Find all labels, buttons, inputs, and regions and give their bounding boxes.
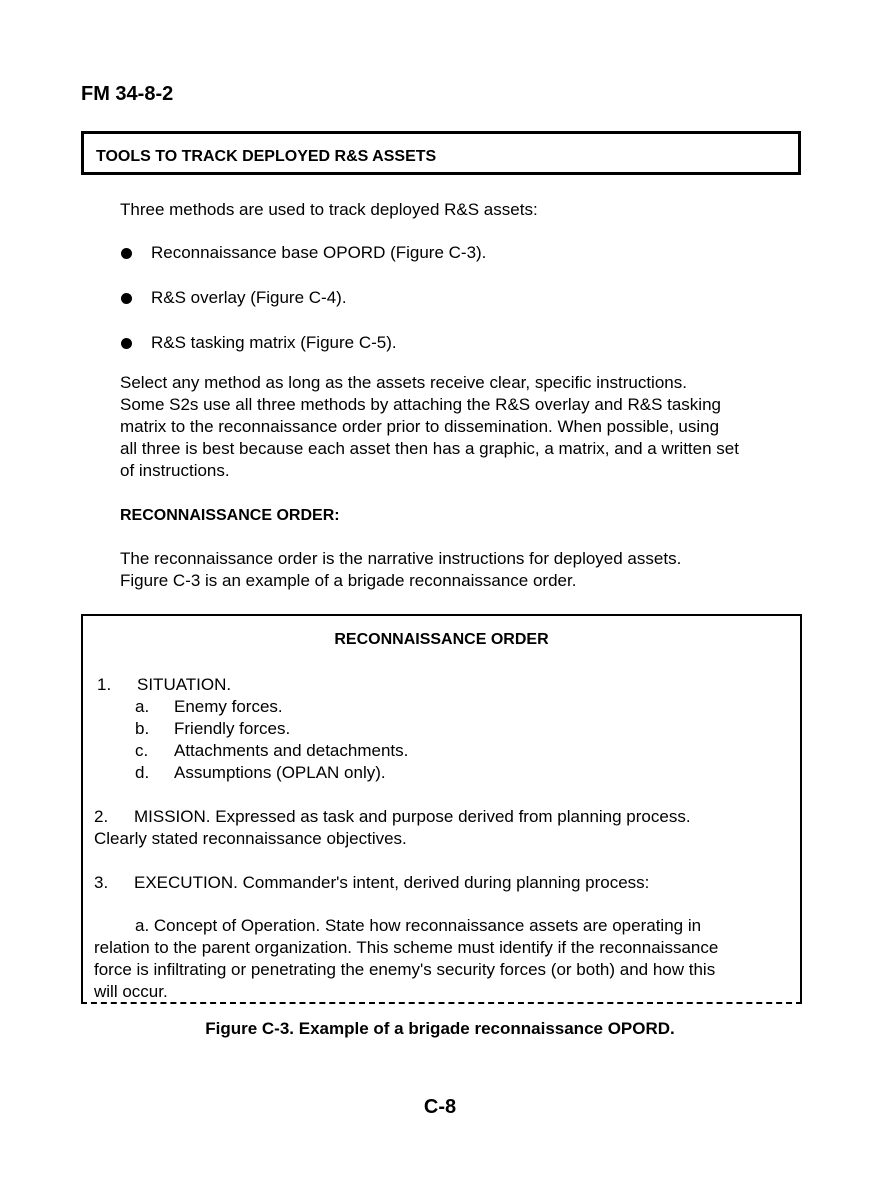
order-description-paragraph [120,548,805,592]
mission-line: Clearly stated reconnaissance objectives. [94,829,407,848]
item-letter: c. [135,741,149,760]
item-text: Enemy forces. [174,697,283,716]
list-item [120,242,486,264]
section-title-box [81,131,801,175]
concept-line: will occur. [94,982,168,1001]
methods-list [120,242,486,377]
section-number: 2. [94,807,109,826]
paragraph-line: The reconnaissance order is the narrative instructions for deployed assets. [120,549,682,568]
concept-line: force is infiltrating or penetrating the enemy's security forces (or both) and how this [94,960,716,979]
situation-heading [97,674,231,696]
item-text: Assumptions (OPLAN only). [174,763,386,782]
bullet-icon [121,293,132,304]
reconnaissance-order-figure [81,614,802,1004]
list-item [120,332,486,354]
document-code: FM 34-8-2 [81,83,174,105]
item-letter: a. [135,697,150,716]
section-number: 3. [94,873,109,892]
reconnaissance-order-heading: RECONNAISSANCE ORDER: [120,507,340,524]
paragraph-line: matrix to the reconnaissance order prior to dissemination. When possible, using [120,417,720,436]
methods-paragraph [120,372,805,482]
section-number: 1. [97,675,112,694]
item-letter: b. [135,719,150,738]
order-title: RECONNAISSANCE ORDER [334,631,549,648]
paragraph-line: Some S2s use all three methods by attaching the R&S overlay and R&S tasking [120,395,721,414]
paragraph-line: all three is best because each asset then has a graphic, a matrix, and a written set [120,439,739,458]
item-letter: d. [135,763,150,782]
section-title: TOOLS TO TRACK DEPLOYED R&S ASSETS [96,148,437,165]
mission-text: MISSION. Expressed as task and purpose derived from planning process. [134,807,691,826]
bullet-icon [121,248,132,259]
situation-item [135,696,283,718]
situation-label: SITUATION. [137,675,232,694]
list-item [120,287,486,309]
bullet-icon [121,338,132,349]
page-number: C-8 [423,1096,457,1118]
paragraph-line: of instructions. [120,461,230,480]
execution-line [94,872,649,894]
item-text: Friendly forces. [174,719,291,738]
execution-text: EXECUTION. Commander's intent, derived during planning process: [134,873,650,892]
figure-caption: Figure C-3. Example of a brigade reconnaissance OPORD. [205,1019,675,1038]
mission-line [94,806,691,828]
method-text: R&S tasking matrix (Figure C-5). [151,333,397,352]
item-text: Attachments and detachments. [174,741,409,760]
intro-text: Three methods are used to track deployed R&S assets: [120,200,538,219]
method-text: Reconnaissance base OPORD (Figure C-3). [151,243,487,262]
concept-line: a. Concept of Operation. State how reconnaissance assets are operating in [135,916,702,935]
situation-item [135,718,290,740]
situation-item [135,762,386,784]
paragraph-line: Select any method as long as the assets receive clear, specific instructions. [120,373,687,392]
concept-line: relation to the parent organization. This scheme must identify if the reconnaissance [94,938,719,957]
method-text: R&S overlay (Figure C-4). [151,288,347,307]
paragraph-line: Figure C-3 is an example of a brigade reconnaissance order. [120,571,577,590]
situation-item [135,740,408,762]
